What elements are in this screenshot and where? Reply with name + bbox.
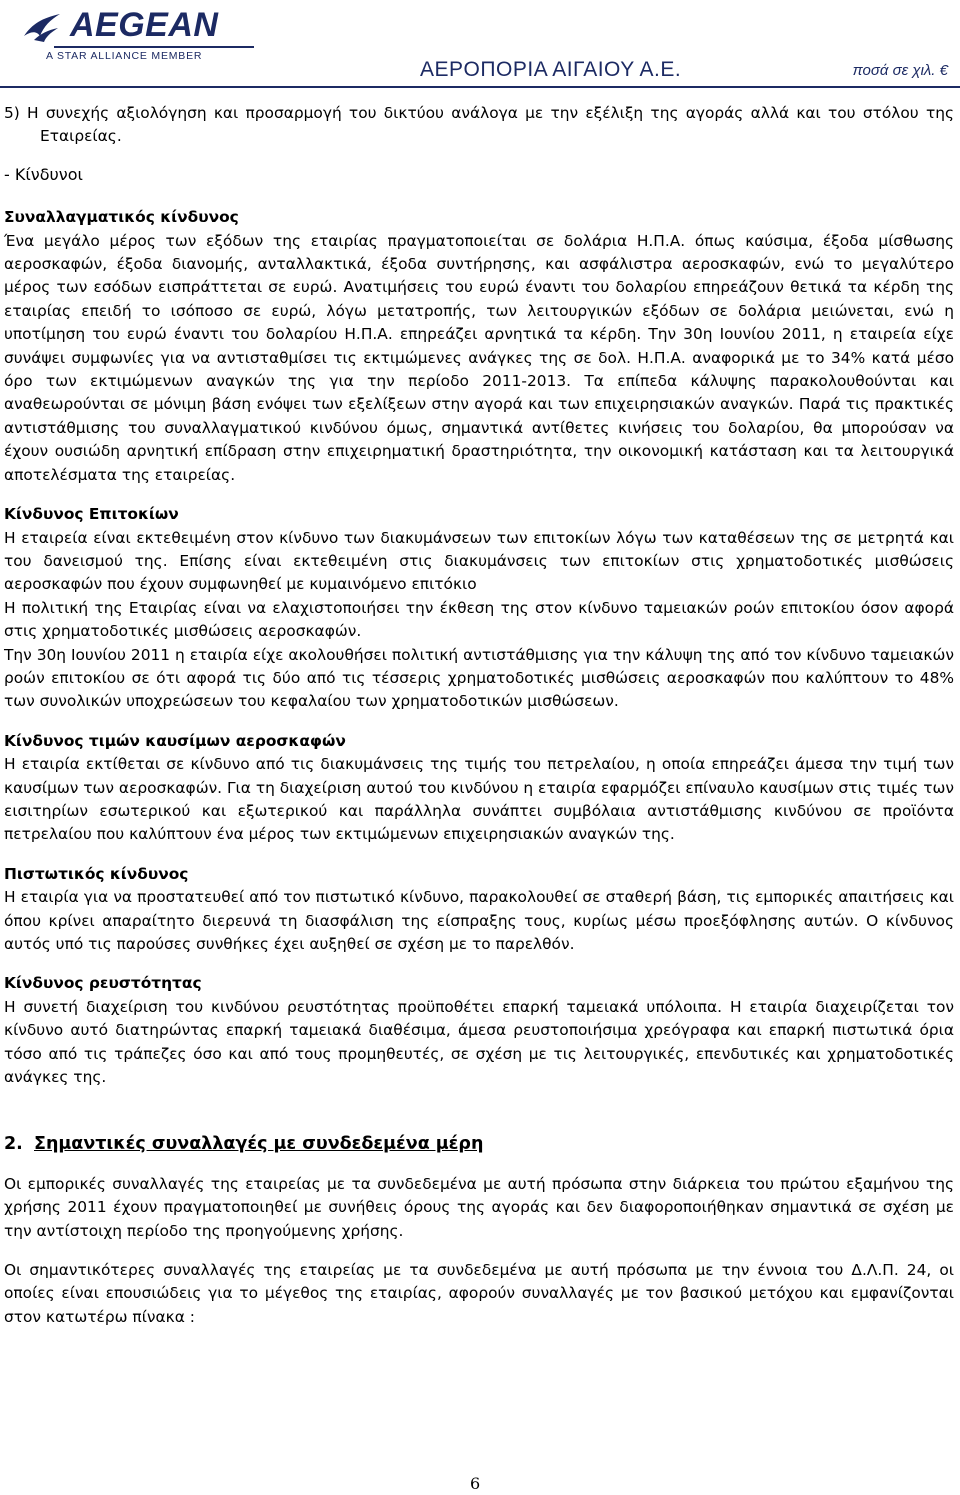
spacer: [4, 1243, 954, 1259]
fx-risk-title: Συναλλαγματικός κίνδυνος: [4, 208, 239, 227]
section-2-number: 2.: [4, 1134, 23, 1155]
risks-heading: - Κίνδυνοι: [4, 164, 83, 184]
page-header: [0, 0, 960, 80]
spacer: [4, 956, 954, 972]
logo-divider: [54, 46, 254, 48]
interest-risk-paragraph-1: Η εταιρεία είναι εκτεθειμένη στον κίνδυνο των διακυμάνσεων των επιτοκίων λόγω των καταθέσεων της σε μετρητά και του δανεισμού της. Επίσης είναι εκτεθειμένη στις διακυμάνσεις των επιτοκίων στις χρηματοδοτικές μισθώσεις αεροσκαφών που έχουν συμφωνηθεί με κυμαινόμενο επιτόκιο: [4, 528, 954, 594]
header-rule: [0, 86, 960, 88]
related-party-paragraph-1: Οι εμπορικές συναλλαγές της εταιρείας με τα συνδεδεμένα με αυτή πρόσωπα στην διάρκεια του πρώτου εξαμήνου της χρήσης 2011 έχουν πραγματοποιηθεί με συνήθεις όρους της αγοράς και δεν διαφοροποιήθηκαν σημαντικά σε σχέση με την αντίστοιχη περίοδο της προηγούμενης χρήσης.: [4, 1174, 954, 1240]
spacer: [4, 1089, 954, 1133]
interest-risk-paragraph-3: Την 30η Ιουνίου 2011 η εταιρία είχε ακολουθήσει πολιτική αντιστάθμισης για την κάλυψη της από τον κίνδυνο ταμειακών ροών επιτοκίου σε ότι αφορά τις δύο από τις τέσσερις χρηματοδοτικές μισθώσεις αεροσκαφών που καλύπτουν το 48% των συνολικών υποχρεώσεων του κεφαλαίου των χρηματοδοτικών μισθώσεων.: [4, 645, 954, 711]
aegean-logo: [16, 2, 256, 76]
page-number: 6: [470, 1474, 481, 1493]
brand-name: AEGEAN: [70, 6, 219, 44]
interest-risk-title: Κίνδυνος Επιτοκίων: [4, 505, 179, 524]
section-2-heading: [4, 1133, 954, 1156]
section-2-title: Σημαντικές συναλλαγές με συνδεδεμένα μέρη: [34, 1134, 484, 1155]
fuel-risk-title: Κίνδυνος τιμών καυσίμων αεροσκαφών: [4, 731, 346, 750]
spacer: [4, 714, 954, 730]
liquidity-risk-title: Κίνδυνος ρευστότητας: [4, 974, 202, 993]
spacer: [4, 1157, 954, 1173]
fuel-risk-paragraph: Η εταιρία εκτίθεται σε κίνδυνο από τις διακυμάνσεις της τιμής του πετρελαίου, η οποία επηρεάζει άμεσα την τιμή των καυσίμων των αεροσκαφών. Για τη διαχείριση αυτού του κινδύνου η εταιρία εφαρμόζει επίναυλο καυσίμων στις τιμές των εισιτηρίων εσωτερικού και εξωτερικού και παράλληλα συνάπτει συμβόλαια αντιστάθμισης κινδύνου σε προϊόντα πετρελαίου που καλύπτουν ένα μέρος των εκτιμώμενων επιχειρησιακών αναγκών της.: [4, 755, 954, 844]
liquidity-risk-paragraph: Η συνετή διαχείριση του κινδύνου ρευστότητας προϋποθέτει επαρκή ταμειακά υπόλοιπα. Η εταιρία διαχειρίζεται τον κίνδυνο αυτό διατηρώντας επαρκή ταμειακά διαθέσιμα, άμεσα ρευστοποιήσιμα χρεόγραφα και επαρκή πιστωτικά όρια τόσο από τις τράπεζες όσο και από τους προμηθευτές, σε σχέση με τις λειτουργικές, επενδυτικές και χρηματοδοτικές ανάγκες της.: [4, 997, 954, 1087]
spacer: [4, 487, 954, 503]
credit-risk-title: Πιστωτικός κίνδυνος: [4, 864, 189, 883]
objective-item-5: 5) Η συνεχής αξιολόγηση και προσαρμογή του δικτύου ανάλογα με την εξέλιξη της αγοράς αλλά και του στόλου της Εταιρείας.: [4, 104, 954, 146]
fx-risk-paragraph: Ένα μεγάλο μέρος των εξόδων της εταιρίας πραγματοποιείται σε δολάρια Η.Π.Α. όπως καύσιμα, έξοδα μίσθωσης αεροσκαφών, έξοδα διανομής, ανταλλακτικά, έξοδα συντήρησης, και ασφάλιστρα αεροσκαφών, ενώ το μεγαλύτερο μέρος των εσόδων εισπράττεται σε ευρώ. Ανατιμήσεις του ευρώ έναντι του δολαρίου επηρεάζουν θετικά τα κέρδη της εταιρίας επειδή το ισόποσο σε ευρώ, λόγω μετατροπής, των λειτουργικών εξόδων σε δολάρια μειώνεται, ενώ η υποτίμηση του ευρώ έναντι του δολαρίου Η.Π.Α. επηρεάζει αρνητικά τα κέρδη. Την 30η Ιουνίου 2011, η εταιρεία είχε συνάψει συμφωνίες για να αντισταθμίσει τις εκτιμώμενες ανάγκες της σε δολ. Η.Π.Α. αναφορικά με το 34% κατά μέσο όρο των εκτιμώμενων αναγκών της για την περίοδο 2011-2013. Τα επίπεδα κάλυψης παρακολουθούνται και αναθεωρούνται σε μόνιμη βάση ενόψει των εξελίξεων στην αγορά και των επιχειρησιακών αναγκών. Παρά τις πρακτικές αντιστάθμισης του συναλλαγματικού κινδύνου όμως, σημαντικά αντίθετες κινήσεις του δολαρίου, θα μπορούσαν να έχουν ουσιώδη αρνητική επίδραση στην επιχειρηματική δραστηριότητα, την οικονομική κατάσταση και τα λειτουργικά αποτελέσματα της εταιρείας.: [4, 231, 954, 484]
company-name: ΑΕΡΟΠΟΡΙΑ ΑΙΓΑΙΟΥ Α.Ε.: [420, 58, 682, 81]
credit-risk-paragraph: Η εταιρία για να προστατευθεί από τον πιστωτικό κίνδυνο, παρακολουθεί σε σταθερή βάση, τις εμπορικές απαιτήσεις και όπου κρίνει απαραίτητο διερευνά τη διασφάλιση της είσπραξης τους, κυρίως μέσω προεξόφλησης αυτών. Ο κίνδυνος αυτός υπό τις παρούσες συνθήκες έχει αυξηθεί σε σχέση με το παρελθόν.: [4, 888, 954, 953]
currency-unit-note: ποσά σε χιλ. €: [852, 62, 948, 79]
related-party-paragraph-2: Οι σημαντικότερες συναλλαγές της εταιρείας με τα συνδεδεμένα με αυτή πρόσωπα με την έννοια του Δ.Λ.Π. 24, οι οποίες είναι επουσιώδεις για το μέγεθος της εταιρίας, αφορούν συναλλαγές με τον βασικού μετόχου και εμφανίζονται στον κατωτέρω πίνακα :: [4, 1261, 954, 1326]
brand-tagline: A STAR ALLIANCE MEMBER: [46, 50, 203, 62]
aegean-bird-icon: [20, 6, 64, 50]
spacer: [4, 847, 954, 863]
interest-risk-paragraph-2: Η πολιτική της Εταιρίας είναι να ελαχιστοποιήσει την έκθεση της στον κίνδυνο ταμειακών ροών επιτοκίου όσον αφορά στις χρηματοδοτικές μισθώσεις αεροσκαφών.: [4, 598, 954, 641]
document-body: [4, 102, 954, 1329]
